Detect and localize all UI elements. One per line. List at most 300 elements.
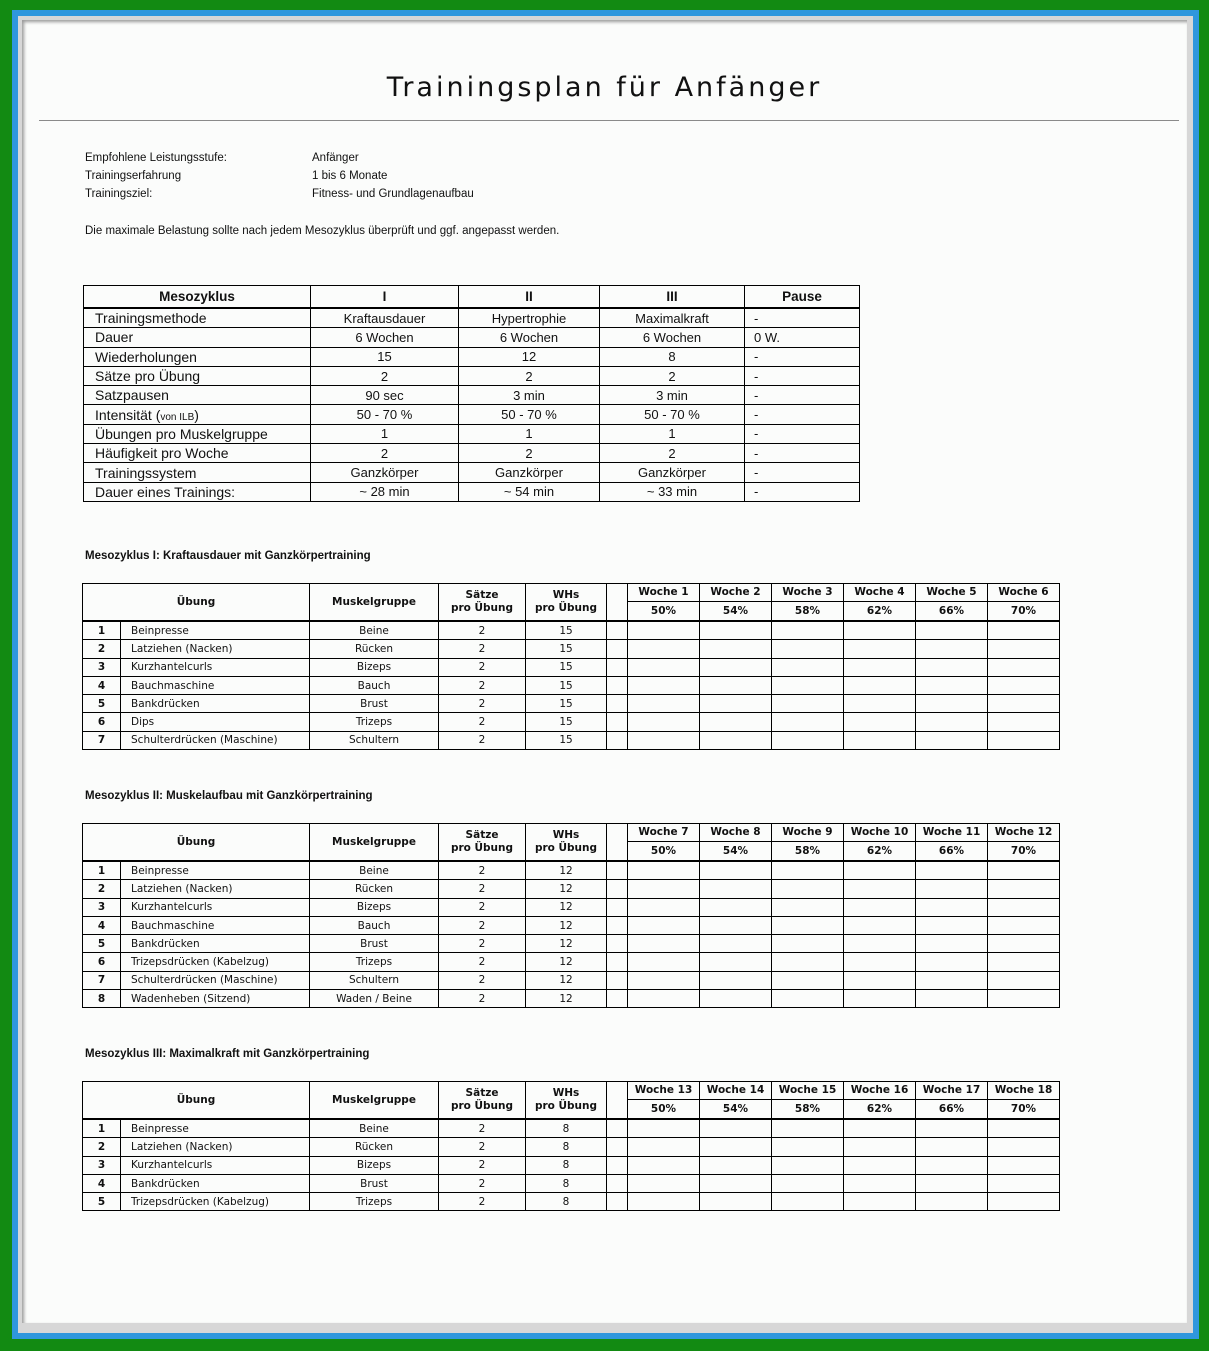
exercise-muscle: Brust xyxy=(310,935,439,953)
exercise-muscle: Schultern xyxy=(310,731,439,749)
page-title: Trainingsplan für Anfänger xyxy=(386,72,823,103)
week-log-cell[interactable] xyxy=(916,898,988,916)
exercise-sets: 2 xyxy=(439,1193,526,1211)
exercise-muscle: Bauch xyxy=(310,676,439,694)
week-log-cell[interactable] xyxy=(700,640,772,658)
week-log-cell[interactable] xyxy=(988,658,1060,676)
exercise-sets: 2 xyxy=(439,990,526,1008)
week-percent: 62% xyxy=(844,1100,916,1119)
meso-label-text: Dauer xyxy=(95,329,134,346)
meso-label-text: Dauer eines Trainings: xyxy=(95,483,236,500)
week-log-cell[interactable] xyxy=(772,880,844,898)
section-title: Mesozyklus II: Muskelaufbau mit Ganzkörpertraining xyxy=(85,790,373,802)
info-key: Trainingsziel: xyxy=(85,188,153,200)
exercise-number: 2 xyxy=(83,1138,121,1156)
week-log-cell[interactable] xyxy=(628,898,700,916)
week-log-cell[interactable] xyxy=(772,621,844,640)
exercise-name: Wadenheben (Sitzend) xyxy=(121,990,310,1008)
week-log-cell[interactable] xyxy=(988,676,1060,694)
exercise-name: Bauchmaschine xyxy=(121,676,310,694)
meso-header: III xyxy=(600,286,745,309)
meso-row-label xyxy=(84,328,311,347)
meso-row xyxy=(84,482,860,501)
week-log-cell[interactable] xyxy=(772,953,844,971)
week-log-cell[interactable] xyxy=(916,1193,988,1211)
meso-row-label xyxy=(84,463,311,482)
exercise-row xyxy=(83,861,1060,880)
exercise-reps: 15 xyxy=(526,676,607,694)
exercise-muscle: Brust xyxy=(310,695,439,713)
week-percent: 54% xyxy=(700,842,772,861)
week-log-cell[interactable] xyxy=(700,898,772,916)
week-log-cell[interactable] xyxy=(844,658,916,676)
week-log-cell[interactable] xyxy=(988,713,1060,731)
exercise-number: 7 xyxy=(83,971,121,989)
exercise-number: 5 xyxy=(83,695,121,713)
exercise-number: 7 xyxy=(83,731,121,749)
week-log-cell[interactable] xyxy=(772,916,844,934)
info-key: Trainingserfahrung xyxy=(85,170,182,182)
exercise-name: Bankdrücken xyxy=(121,935,310,953)
spacer-cell xyxy=(607,713,628,731)
meso-row-label xyxy=(84,308,311,328)
week-log-cell[interactable] xyxy=(700,695,772,713)
week-log-cell[interactable] xyxy=(844,861,916,880)
meso-cell: 50 - 70 % xyxy=(600,405,745,424)
header-whs-line: WHs xyxy=(552,829,580,841)
week-log-cell[interactable] xyxy=(700,731,772,749)
spacer-cell xyxy=(607,953,628,971)
exercise-name: Beinpresse xyxy=(121,1119,310,1138)
week-log-cell[interactable] xyxy=(628,916,700,934)
week-log-cell[interactable] xyxy=(700,713,772,731)
spacer-cell xyxy=(607,990,628,1008)
week-log-cell[interactable] xyxy=(844,880,916,898)
exercise-muscle: Rücken xyxy=(310,1138,439,1156)
header-muskelgruppe: Muskelgruppe xyxy=(310,1082,439,1120)
exercise-name: Trizepsdrücken (Kabelzug) xyxy=(121,953,310,971)
meso-header: Mesozyklus xyxy=(84,286,311,309)
week-log-cell[interactable] xyxy=(772,1119,844,1138)
meso-cell: - xyxy=(745,405,860,424)
header-whs xyxy=(526,584,607,622)
week-log-cell[interactable] xyxy=(628,676,700,694)
meso-label-note: von ILB xyxy=(160,411,195,423)
week-log-cell[interactable] xyxy=(844,1174,916,1192)
week-log-cell[interactable] xyxy=(700,953,772,971)
exercise-muscle: Beine xyxy=(310,1119,439,1138)
week-log-cell[interactable] xyxy=(700,880,772,898)
week-percent: 50% xyxy=(628,1100,700,1119)
info-value: Fitness- und Grundlagenaufbau xyxy=(312,188,474,200)
exercise-reps: 12 xyxy=(526,953,607,971)
week-log-cell[interactable] xyxy=(844,1119,916,1138)
week-log-cell[interactable] xyxy=(988,1138,1060,1156)
spacer-cell xyxy=(607,898,628,916)
meso-cell: 6 Wochen xyxy=(459,328,600,347)
week-header: Woche 11 xyxy=(916,824,988,842)
exercise-reps: 15 xyxy=(526,695,607,713)
exercise-number: 5 xyxy=(83,1193,121,1211)
week-log-cell[interactable] xyxy=(988,621,1060,640)
exercise-muscle: Bizeps xyxy=(310,1156,439,1174)
exercise-sets: 2 xyxy=(439,1119,526,1138)
week-log-cell[interactable] xyxy=(772,898,844,916)
exercise-muscle: Trizeps xyxy=(310,713,439,731)
week-log-cell[interactable] xyxy=(844,916,916,934)
week-log-cell[interactable] xyxy=(700,1138,772,1156)
exercise-sets: 2 xyxy=(439,1138,526,1156)
week-log-cell[interactable] xyxy=(772,676,844,694)
exercise-name: Beinpresse xyxy=(121,621,310,640)
week-percent: 70% xyxy=(988,1100,1060,1119)
header-muskelgruppe: Muskelgruppe xyxy=(310,824,439,862)
week-log-cell[interactable] xyxy=(700,676,772,694)
week-log-cell[interactable] xyxy=(628,713,700,731)
week-log-cell[interactable] xyxy=(844,971,916,989)
exercise-sets: 2 xyxy=(439,880,526,898)
week-log-cell[interactable] xyxy=(916,1119,988,1138)
exercise-name: Latziehen (Nacken) xyxy=(121,640,310,658)
exercise-reps: 8 xyxy=(526,1156,607,1174)
week-header: Woche 4 xyxy=(844,584,916,602)
exercise-number: 3 xyxy=(83,658,121,676)
exercise-reps: 15 xyxy=(526,731,607,749)
week-log-cell[interactable] xyxy=(844,1138,916,1156)
week-log-cell[interactable] xyxy=(772,713,844,731)
exercise-muscle: Rücken xyxy=(310,880,439,898)
meso-cell: 1 xyxy=(600,424,745,443)
exercise-sets: 2 xyxy=(439,731,526,749)
week-log-cell[interactable] xyxy=(988,935,1060,953)
week-percent: 58% xyxy=(772,1100,844,1119)
meso-label-text: Übungen pro Muskelgruppe xyxy=(95,425,268,442)
week-log-cell[interactable] xyxy=(772,1193,844,1211)
week-header: Woche 1 xyxy=(628,584,700,602)
meso-header: I xyxy=(311,286,459,309)
week-log-cell[interactable] xyxy=(700,916,772,934)
week-log-cell[interactable] xyxy=(772,861,844,880)
exercise-reps: 8 xyxy=(526,1119,607,1138)
exercise-sets: 2 xyxy=(439,916,526,934)
meso-row-label xyxy=(84,444,311,463)
week-log-cell[interactable] xyxy=(844,621,916,640)
week-log-cell[interactable] xyxy=(844,676,916,694)
week-log-cell[interactable] xyxy=(628,953,700,971)
week-log-cell[interactable] xyxy=(628,935,700,953)
week-log-cell[interactable] xyxy=(700,1174,772,1192)
exercise-muscle: Trizeps xyxy=(310,953,439,971)
week-log-cell[interactable] xyxy=(916,731,988,749)
meso-row-label xyxy=(84,405,311,424)
week-log-cell[interactable] xyxy=(916,658,988,676)
exercise-name: Latziehen (Nacken) xyxy=(121,880,310,898)
header-whs-line: WHs xyxy=(552,589,580,601)
exercise-number: 3 xyxy=(83,898,121,916)
outer-frame xyxy=(12,10,1199,1339)
exercise-reps: 15 xyxy=(526,640,607,658)
week-header: Woche 2 xyxy=(700,584,772,602)
week-log-cell[interactable] xyxy=(700,621,772,640)
meso-row xyxy=(84,424,860,443)
week-log-cell[interactable] xyxy=(628,880,700,898)
exercise-name: Kurzhantelcurls xyxy=(121,658,310,676)
week-log-cell[interactable] xyxy=(772,731,844,749)
meso-header: II xyxy=(459,286,600,309)
week-header: Woche 13 xyxy=(628,1082,700,1100)
spacer-cell xyxy=(607,695,628,713)
exercise-muscle: Schultern xyxy=(310,971,439,989)
meso-cell: 50 - 70 % xyxy=(459,405,600,424)
exercise-sets: 2 xyxy=(439,676,526,694)
week-log-cell[interactable] xyxy=(700,1119,772,1138)
week-log-cell[interactable] xyxy=(628,640,700,658)
exercise-muscle: Bauch xyxy=(310,916,439,934)
meso-cell: 12 xyxy=(459,347,600,366)
exercise-row xyxy=(83,713,1060,731)
week-log-cell[interactable] xyxy=(628,990,700,1008)
week-log-cell[interactable] xyxy=(844,640,916,658)
week-log-cell[interactable] xyxy=(916,621,988,640)
exercise-sets: 2 xyxy=(439,713,526,731)
week-log-cell[interactable] xyxy=(628,1138,700,1156)
week-log-cell[interactable] xyxy=(916,880,988,898)
exercise-reps: 12 xyxy=(526,898,607,916)
meso-cell: ~ 54 min xyxy=(459,482,600,501)
week-log-cell[interactable] xyxy=(988,1174,1060,1192)
exercise-row xyxy=(83,676,1060,694)
week-log-cell[interactable] xyxy=(700,935,772,953)
meso-row-label xyxy=(84,347,311,366)
week-log-cell[interactable] xyxy=(844,990,916,1008)
spacer-cell xyxy=(607,916,628,934)
meso-cell: - xyxy=(745,463,860,482)
header-muskelgruppe: Muskelgruppe xyxy=(310,584,439,622)
week-header: Woche 3 xyxy=(772,584,844,602)
week-log-cell[interactable] xyxy=(916,1174,988,1192)
exercise-row xyxy=(83,640,1060,658)
week-log-cell[interactable] xyxy=(916,861,988,880)
meso-label-text: Trainingssystem xyxy=(95,464,197,481)
week-log-cell[interactable] xyxy=(628,621,700,640)
exercise-number: 8 xyxy=(83,990,121,1008)
week-log-cell[interactable] xyxy=(844,1193,916,1211)
week-log-cell[interactable] xyxy=(916,676,988,694)
exercise-sets: 2 xyxy=(439,640,526,658)
exercise-row xyxy=(83,731,1060,749)
exercise-muscle: Waden / Beine xyxy=(310,990,439,1008)
week-log-cell[interactable] xyxy=(628,1174,700,1192)
exercise-muscle: Beine xyxy=(310,621,439,640)
meso-cell: Ganzkörper xyxy=(459,463,600,482)
week-log-cell[interactable] xyxy=(700,861,772,880)
week-log-cell[interactable] xyxy=(988,861,1060,880)
header-whs xyxy=(526,824,607,862)
week-log-cell[interactable] xyxy=(772,935,844,953)
week-log-cell[interactable] xyxy=(700,1156,772,1174)
exercise-number: 1 xyxy=(83,1119,121,1138)
spacer-cell xyxy=(607,731,628,749)
exercise-number: 4 xyxy=(83,1174,121,1192)
week-log-cell[interactable] xyxy=(916,640,988,658)
exercise-sets: 2 xyxy=(439,935,526,953)
week-header: Woche 10 xyxy=(844,824,916,842)
week-log-cell[interactable] xyxy=(844,953,916,971)
exercise-name: Kurzhantelcurls xyxy=(121,1156,310,1174)
week-percent: 58% xyxy=(772,602,844,621)
week-log-cell[interactable] xyxy=(772,1174,844,1192)
exercise-reps: 12 xyxy=(526,880,607,898)
spacer-cell xyxy=(607,658,628,676)
week-percent: 54% xyxy=(700,1100,772,1119)
meso-cell: 8 xyxy=(600,347,745,366)
meso-label-text: Wiederholungen xyxy=(95,348,197,365)
week-log-cell[interactable] xyxy=(772,658,844,676)
week-log-cell[interactable] xyxy=(988,695,1060,713)
exercise-row xyxy=(83,971,1060,989)
exercise-row xyxy=(83,880,1060,898)
week-log-cell[interactable] xyxy=(772,990,844,1008)
meso-row xyxy=(84,463,860,482)
header-whs-line: pro Übung xyxy=(534,1100,598,1112)
week-log-cell[interactable] xyxy=(988,953,1060,971)
week-log-cell[interactable] xyxy=(988,731,1060,749)
spacer-column xyxy=(607,824,628,862)
week-percent: 70% xyxy=(988,842,1060,861)
week-log-cell[interactable] xyxy=(628,971,700,989)
week-log-cell[interactable] xyxy=(844,695,916,713)
spacer-cell xyxy=(607,621,628,640)
week-percent: 66% xyxy=(916,602,988,621)
week-log-cell[interactable] xyxy=(628,1193,700,1211)
inner-frame xyxy=(18,16,1193,1333)
exercise-sets: 2 xyxy=(439,1156,526,1174)
week-percent: 50% xyxy=(628,602,700,621)
week-log-cell[interactable] xyxy=(988,880,1060,898)
spacer-cell xyxy=(607,935,628,953)
meso-cell: - xyxy=(745,347,860,366)
meso-cell: - xyxy=(745,482,860,501)
week-log-cell[interactable] xyxy=(700,1193,772,1211)
header-saetze-line: pro Übung xyxy=(450,602,514,614)
week-log-cell[interactable] xyxy=(844,935,916,953)
meso-row-label xyxy=(84,424,311,443)
week-log-cell[interactable] xyxy=(916,1138,988,1156)
meso-row xyxy=(84,328,860,347)
week-header: Woche 12 xyxy=(988,824,1060,842)
week-log-cell[interactable] xyxy=(916,916,988,934)
week-log-cell[interactable] xyxy=(988,1156,1060,1174)
exercise-muscle: Beine xyxy=(310,861,439,880)
exercise-name: Schulterdrücken (Maschine) xyxy=(121,971,310,989)
meso-cell: 3 min xyxy=(600,386,745,405)
header-whs-line: pro Übung xyxy=(534,602,598,614)
week-log-cell[interactable] xyxy=(916,695,988,713)
exercise-sets: 2 xyxy=(439,621,526,640)
week-log-cell[interactable] xyxy=(988,1119,1060,1138)
exercise-table xyxy=(82,583,1060,750)
week-log-cell[interactable] xyxy=(916,990,988,1008)
week-log-cell[interactable] xyxy=(844,1156,916,1174)
spacer-cell xyxy=(607,861,628,880)
week-log-cell[interactable] xyxy=(700,971,772,989)
exercise-number: 2 xyxy=(83,640,121,658)
exercise-reps: 8 xyxy=(526,1193,607,1211)
week-log-cell[interactable] xyxy=(988,971,1060,989)
meso-cell: ~ 33 min xyxy=(600,482,745,501)
week-log-cell[interactable] xyxy=(628,695,700,713)
week-log-cell[interactable] xyxy=(700,658,772,676)
exercise-number: 4 xyxy=(83,676,121,694)
meso-cell: 1 xyxy=(459,424,600,443)
week-log-cell[interactable] xyxy=(916,953,988,971)
exercise-number: 2 xyxy=(83,880,121,898)
exercise-number: 3 xyxy=(83,1156,121,1174)
week-log-cell[interactable] xyxy=(844,713,916,731)
week-log-cell[interactable] xyxy=(772,971,844,989)
exercise-name: Kurzhantelcurls xyxy=(121,898,310,916)
week-log-cell[interactable] xyxy=(628,731,700,749)
week-log-cell[interactable] xyxy=(916,713,988,731)
week-log-cell[interactable] xyxy=(916,971,988,989)
week-header: Woche 5 xyxy=(916,584,988,602)
week-log-cell[interactable] xyxy=(772,1156,844,1174)
week-log-cell[interactable] xyxy=(988,898,1060,916)
exercise-muscle: Bizeps xyxy=(310,658,439,676)
spacer-cell xyxy=(607,971,628,989)
exercise-reps: 12 xyxy=(526,990,607,1008)
week-log-cell[interactable] xyxy=(772,695,844,713)
week-log-cell[interactable] xyxy=(988,916,1060,934)
week-log-cell[interactable] xyxy=(844,898,916,916)
meso-cell: Ganzkörper xyxy=(311,463,459,482)
exercise-muscle: Brust xyxy=(310,1174,439,1192)
exercise-number: 1 xyxy=(83,861,121,880)
exercise-reps: 15 xyxy=(526,713,607,731)
exercise-name: Bauchmaschine xyxy=(121,916,310,934)
exercise-name: Trizepsdrücken (Kabelzug) xyxy=(121,1193,310,1211)
exercise-sets: 2 xyxy=(439,658,526,676)
meso-row xyxy=(84,366,860,385)
meso-cell: Kraftausdauer xyxy=(311,308,459,328)
meso-row-label xyxy=(84,482,311,501)
exercise-name: Beinpresse xyxy=(121,861,310,880)
meso-cell: - xyxy=(745,444,860,463)
week-log-cell[interactable] xyxy=(772,1138,844,1156)
exercise-row xyxy=(83,695,1060,713)
info-key: Empfohlene Leistungsstufe: xyxy=(85,152,227,164)
spacer-cell xyxy=(607,1174,628,1192)
exercise-sets: 2 xyxy=(439,971,526,989)
week-log-cell[interactable] xyxy=(628,1119,700,1138)
week-log-cell[interactable] xyxy=(700,990,772,1008)
week-log-cell[interactable] xyxy=(772,640,844,658)
week-log-cell[interactable] xyxy=(916,1156,988,1174)
week-log-cell[interactable] xyxy=(628,861,700,880)
meso-cell: 3 min xyxy=(459,386,600,405)
meso-cell: 6 Wochen xyxy=(311,328,459,347)
week-log-cell[interactable] xyxy=(988,640,1060,658)
week-log-cell[interactable] xyxy=(844,731,916,749)
week-log-cell[interactable] xyxy=(916,935,988,953)
exercise-table xyxy=(82,823,1060,1008)
week-log-cell[interactable] xyxy=(628,1156,700,1174)
header-saetze xyxy=(439,824,526,862)
week-log-cell[interactable] xyxy=(988,1193,1060,1211)
header-uebung: Übung xyxy=(83,1082,310,1120)
week-log-cell[interactable] xyxy=(628,658,700,676)
week-log-cell[interactable] xyxy=(988,990,1060,1008)
